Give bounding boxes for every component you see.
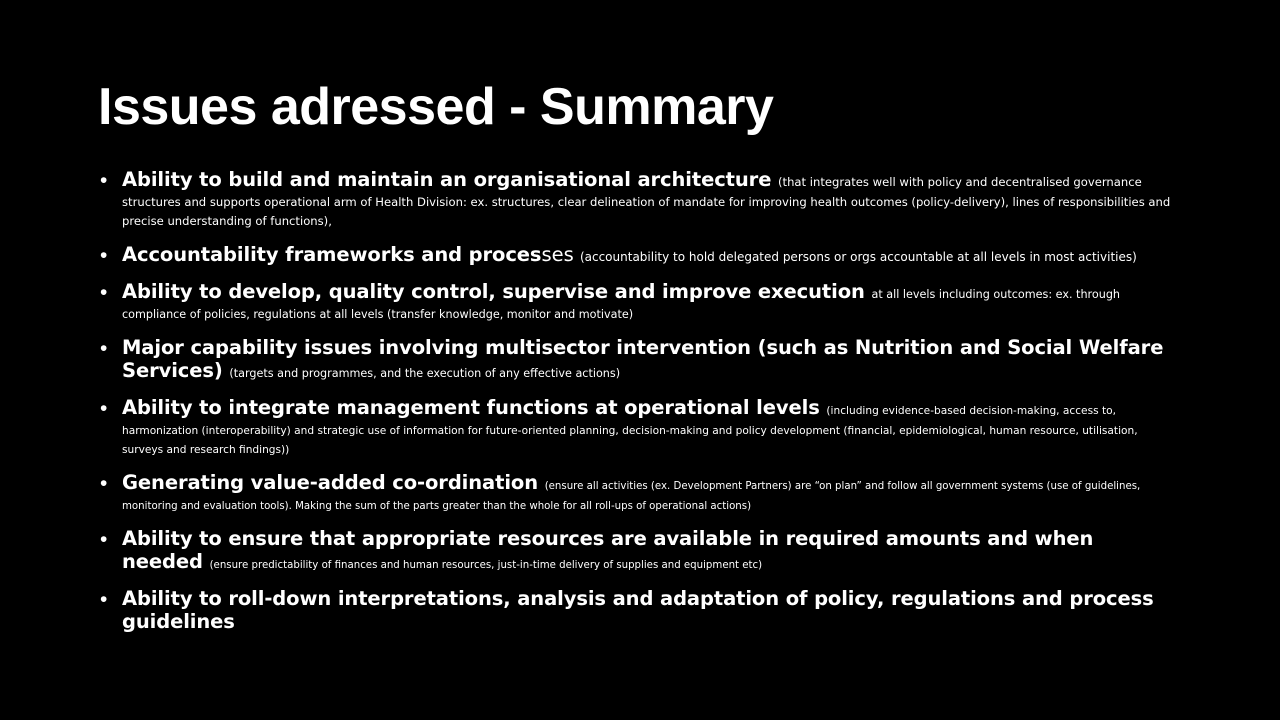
bullet-text — [122, 471, 1180, 513]
bullet-list — [100, 168, 1180, 647]
bullet-detail: (ensure predictability of finances and human resources, just-in-time delivery of supplies and equipment etc) — [209, 560, 763, 571]
bullet-item-multisector-intervention — [100, 336, 1180, 382]
bullet-icon: • — [100, 472, 108, 495]
bullet-icon: • — [100, 244, 108, 267]
bullet-detail: (that integrates well with policy and decentralised governance structures and supports operational arm of Health Division: ex. structures, clear delineation of mandate for improving health outcomes (policy-delivery), lines of responsibilities and precise understanding of functions), — [122, 175, 1171, 228]
bullet-text — [122, 280, 1180, 322]
bullet-icon: • — [100, 588, 108, 611]
bullet-item-accountability-frameworks — [100, 243, 1180, 266]
bullet-text — [122, 527, 1180, 573]
bullet-text — [122, 336, 1180, 382]
bullet-heading: Ability to roll-down interpretations, analysis and adaptation of policy, regulations and process guidelines — [122, 587, 1154, 633]
bullet-heading: Ability to ensure that appropriate resources are available in required amounts and when needed — [122, 527, 1094, 573]
bullet-text — [122, 587, 1180, 633]
bullet-heading: Ability to build and maintain an organisational architecture — [122, 168, 779, 191]
bullet-text — [122, 243, 1180, 266]
bullet-item-coordination — [100, 471, 1180, 513]
bullet-icon: • — [100, 337, 108, 360]
bullet-heading: Generating value-added co-ordination — [122, 471, 545, 494]
slide-title: Issues adressed - Summary — [98, 78, 774, 136]
bullet-icon: • — [100, 397, 108, 420]
bullet-text — [122, 396, 1180, 457]
bullet-item-roll-down — [100, 587, 1180, 633]
bullet-icon: • — [100, 281, 108, 304]
bullet-heading-continued: ses — [541, 243, 580, 266]
bullet-text — [122, 168, 1180, 229]
bullet-item-organisational-architecture — [100, 168, 1180, 229]
bullet-detail: (including evidence-based decision-making, access to, harmonization (interoperability) and strategic use of information for future-oriented planning, decision-making and policy development (financial, epidemiological, human resource, utilisation, surveys and research findings)) — [122, 405, 1138, 456]
bullet-heading: Accountability frameworks and proces — [122, 243, 542, 266]
bullet-detail: (accountability to hold delegated persons or orgs accountable at all levels in most activities) — [579, 250, 1137, 264]
bullet-icon: • — [100, 528, 108, 551]
bullet-heading: Ability to develop, quality control, supervise and improve execution — [122, 280, 872, 303]
bullet-heading: Major capability issues involving multisector intervention (such as Nutrition and Social Welfare Services) — [122, 336, 1164, 382]
bullet-detail: (targets and programmes, and the execution of any effective actions) — [229, 367, 621, 380]
bullet-item-execution — [100, 280, 1180, 322]
bullet-heading: Ability to integrate management functions at operational levels — [122, 396, 827, 419]
bullet-detail: (ensure all activities (ex. Development Partners) are “on plan” and follow all government systems (use of guidelines, monitoring and evaluation tools). Making the sum of the parts greater than the whole for all roll-ups of operational actions) — [122, 481, 1141, 512]
bullet-item-management-functions — [100, 396, 1180, 457]
bullet-detail: at all levels including outcomes: ex. through compliance of policies, regulations at all levels (transfer knowledge, monitor and motivate) — [122, 288, 1121, 321]
bullet-icon: • — [100, 169, 108, 192]
bullet-item-resources — [100, 527, 1180, 573]
